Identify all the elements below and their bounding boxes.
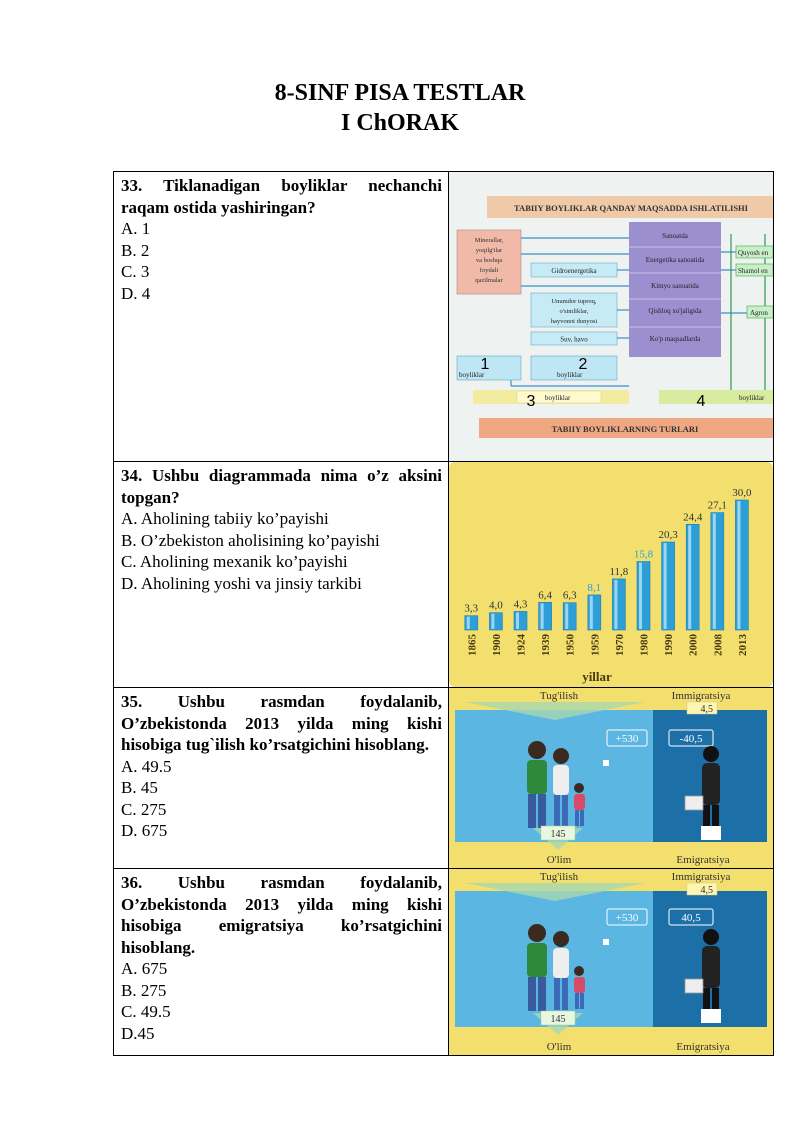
bar-highlight <box>516 612 519 629</box>
value-label: 4,3 <box>513 598 528 611</box>
svg-text:Unumdor tuproq,: Unumdor tuproq, <box>551 298 597 305</box>
x-tick-label: 1980 <box>638 634 651 656</box>
question-row-36 <box>114 869 774 1056</box>
bar-highlight <box>713 514 716 629</box>
population-chart-cell <box>449 462 774 688</box>
value-label: 3,3 <box>464 602 479 615</box>
bar-2013 <box>735 500 748 630</box>
hydro-label: Gidroenergetika <box>551 267 597 275</box>
svg-text:boyliklar: boyliklar <box>739 394 765 402</box>
question-34-text: 34. Ushbu diagrammada nima o’z aksini topgan? <box>121 466 442 507</box>
value-label: 8,1 <box>587 581 602 594</box>
top-banner-text: TABIIY BOYLIKLAR QANDAY MAQSADDA ISHLATILISHI <box>514 203 748 213</box>
death-value: 145 <box>550 829 566 840</box>
svg-text:qazilmalar: qazilmalar <box>475 277 503 284</box>
option-a: A. Aholining tabiiy ko’payishi <box>121 509 329 528</box>
questions-table <box>113 171 774 1056</box>
svg-text:hayvonot dunyosi: hayvonot dunyosi <box>550 318 598 325</box>
option-c: C. Aholining mexanik ko’payishi <box>121 552 348 571</box>
option-c: C. 3 <box>121 262 150 281</box>
question-row-35 <box>114 688 774 869</box>
question-row-34 <box>114 462 774 688</box>
bar-2000 <box>686 524 699 630</box>
migration-figure <box>449 688 773 868</box>
migration-figure-2-cell <box>449 869 774 1056</box>
population-chart <box>449 462 773 687</box>
option-d: D. 675 <box>121 821 168 840</box>
use-4: Qishloq xo'jaligida <box>648 307 702 315</box>
number-2: 2 <box>578 356 588 373</box>
x-tick-label: 1900 <box>490 634 503 656</box>
value-label: 6,3 <box>562 589 577 602</box>
question-36-text: 36. Ushbu rasmdan foydalanib, O’zbekistonda 2013 yilda ming kishi hisobiga emigratsiya ko’rsatgichini hisoblang. <box>121 873 442 957</box>
value-label: 11,8 <box>609 565 629 578</box>
option-a: A. 1 <box>121 219 151 238</box>
value-label: 20,3 <box>658 529 678 541</box>
migration-figure-2 <box>449 869 773 1055</box>
bar-highlight <box>614 580 617 629</box>
emigration-label: Emigratsiya <box>676 854 730 866</box>
value-label: 27,1 <box>707 499 727 512</box>
death-value: 145 <box>550 1014 566 1025</box>
minus-value: 40,5 <box>681 912 701 924</box>
bar-1865 <box>465 616 478 630</box>
question-35-cell <box>114 688 449 869</box>
value-label: 4,0 <box>489 599 503 612</box>
number-1: 1 <box>480 356 490 373</box>
value-label: 30,0 <box>732 487 752 499</box>
number-3: 3 <box>526 393 536 410</box>
option-a: A. 675 <box>121 959 168 978</box>
x-tick-label: 2008 <box>712 634 725 656</box>
question-row-33 <box>114 172 774 462</box>
question-36-cell <box>114 869 449 1056</box>
bar-highlight <box>737 501 740 629</box>
bar-highlight <box>590 596 593 629</box>
bar-1959 <box>588 595 601 630</box>
question-34-cell <box>114 462 449 688</box>
birth-label: Tug'ilish <box>539 871 579 883</box>
number-4: 4 <box>696 393 706 410</box>
bar-2008 <box>711 513 724 630</box>
question-35-text: 35. Ushbu rasmdan foydalanib, O’zbekistonda 2013 yilda ming kishi hisobiga tug`ilish ko’rsatgichini hisoblang. <box>121 692 442 754</box>
option-d: D. Aholining yoshi va jinsiy tarkibi <box>121 573 362 593</box>
option-b: B. O’zbekiston aholisining ko’payishi <box>121 530 380 550</box>
death-label: O'lim <box>546 854 572 866</box>
option-b: B. 275 <box>121 980 167 1000</box>
bar-highlight <box>688 525 691 629</box>
bar-highlight <box>664 543 667 629</box>
bar-highlight <box>565 604 568 629</box>
x-axis-label: yillar <box>582 669 612 684</box>
right-label-2: Shamol en <box>738 267 768 275</box>
bar-1950 <box>563 603 576 630</box>
value-label: 24,4 <box>683 511 703 524</box>
water-label: Suv, havo <box>560 335 588 344</box>
question-33-cell <box>114 172 449 462</box>
svg-text:foydali: foydali <box>479 267 499 274</box>
use-5: Ko'p maqsadlarda <box>649 335 701 343</box>
x-tick-label: 1959 <box>589 634 602 656</box>
value-label: 15,8 <box>633 548 654 561</box>
resources-diagram <box>449 172 773 461</box>
x-tick-label: 2000 <box>687 634 700 656</box>
bottom-banner-text: TABIIY BOYLIKLARNING TURLARI <box>551 424 699 434</box>
svg-text:boyliklar: boyliklar <box>459 371 485 379</box>
x-tick-label: 1970 <box>613 634 626 656</box>
migration-figure-cell <box>449 688 774 869</box>
page-title: 8-SINF PISA TESTLAR <box>274 80 526 106</box>
use-2: Energetika sanoatida <box>645 256 705 264</box>
page-subtitle: I ChORAK <box>340 110 460 136</box>
option-a: A. 49.5 <box>121 756 172 776</box>
bar-highlight <box>467 617 470 629</box>
value-label: 6,4 <box>538 589 552 602</box>
bar-1900 <box>489 613 502 630</box>
x-tick-label: 2013 <box>736 634 749 656</box>
use-3: Kimyo sanoatida <box>651 282 699 290</box>
bar-1924 <box>514 611 527 630</box>
svg-text:o'simliklar,: o'simliklar, <box>559 308 589 315</box>
option-b: B. 45 <box>121 778 158 797</box>
right-label-3: Agron <box>750 309 768 317</box>
resources-diagram-cell <box>449 172 774 462</box>
bar-highlight <box>639 563 642 630</box>
birth-label: Tug'ilish <box>539 690 579 702</box>
option-c: C. 49.5 <box>121 1002 171 1021</box>
right-label-1: Quyosh en <box>738 249 769 257</box>
bar-1980 <box>637 562 650 631</box>
x-tick-label: 1865 <box>466 634 479 656</box>
immigration-value: 4,5 <box>700 885 713 896</box>
svg-text:Minerallar,: Minerallar, <box>474 237 504 244</box>
emigration-label: Emigratsiya <box>676 1041 730 1053</box>
plus-value: +530 <box>615 912 639 924</box>
immigration-label: Immigratsiya <box>671 871 731 883</box>
option-d: D.45 <box>121 1023 155 1043</box>
bar-highlight <box>491 614 494 629</box>
svg-text:yoqilg'ilar: yoqilg'ilar <box>475 247 503 254</box>
immigration-label: Immigratsiya <box>671 690 731 702</box>
option-d: D. 4 <box>121 283 151 303</box>
svg-text:boyliklar: boyliklar <box>545 394 571 402</box>
plus-value: +530 <box>615 733 639 745</box>
x-tick-label: 1924 <box>515 634 528 656</box>
option-b: B. 2 <box>121 240 150 260</box>
bar-highlight <box>541 603 544 629</box>
immigration-value: 4,5 <box>700 704 713 715</box>
x-tick-label: 1939 <box>540 634 553 656</box>
death-label: O'lim <box>546 1041 572 1053</box>
option-c: C. 275 <box>121 799 167 819</box>
x-tick-label: 1990 <box>663 634 676 656</box>
question-33-text: 33. Tiklanadigan boyliklar nechanchi raqam ostida yashiringan? <box>121 176 442 217</box>
bar-1939 <box>539 602 552 630</box>
svg-text:boyliklar: boyliklar <box>557 371 583 379</box>
minus-value: -40,5 <box>679 733 703 745</box>
bar-1970 <box>612 579 625 630</box>
x-tick-label: 1950 <box>564 634 577 656</box>
bar-1990 <box>662 542 675 630</box>
svg-text:va boshqa: va boshqa <box>475 257 503 264</box>
use-1: Sanoatda <box>662 232 688 240</box>
